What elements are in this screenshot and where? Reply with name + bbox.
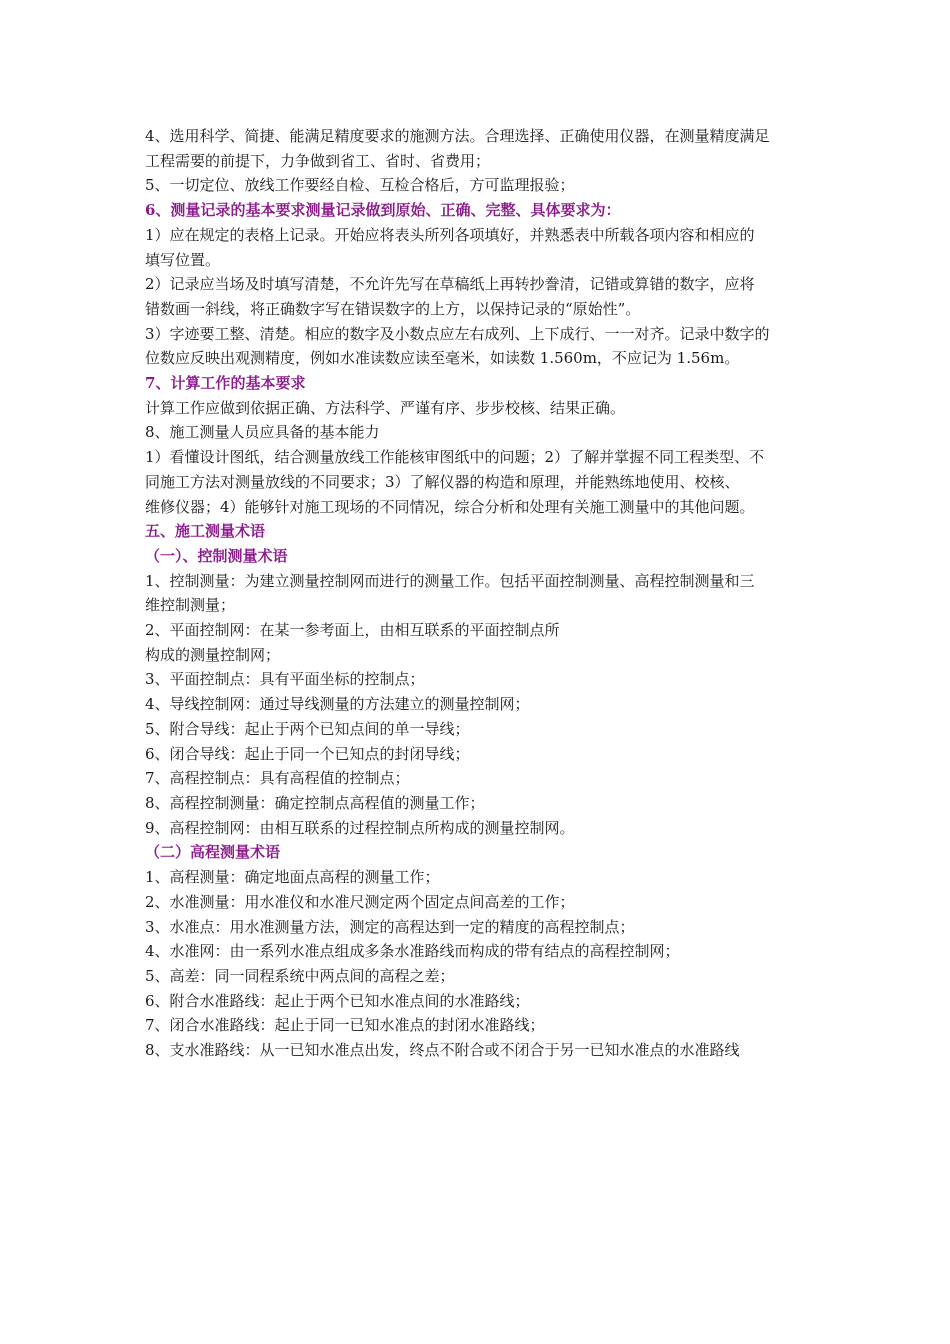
paragraph-line: 2、平面控制网：在某一参考面上，由相互联系的平面控制点所 [145,621,560,640]
paragraph-line: 7、闭合水准路线：起止于同一已知水准点的封闭水准路线； [145,1016,545,1035]
paragraph-line: 3）字迹要工整、清楚。相应的数字及小数点应左右成列、上下成行、一一对齐。记录中数字的 [145,324,770,343]
paragraph-line: 计算工作应做到依据正确、方法科学、严谨有序、步步校核、结果正确。 [145,398,626,417]
paragraph-line: 9、高程控制网：由相互联系的过程控制点所构成的测量控制网。 [145,818,575,837]
paragraph-line: 2、水准测量：用水准仪和水准尺测定两个固定点间高差的工作； [145,892,575,911]
section-heading: （一）、控制测量术语 [145,546,288,565]
paragraph-line: 位数应反映出观测精度，例如水准读数应读至毫米，如读数 1.560m，不应记为 1.56m。 [145,349,740,368]
paragraph-line: 7、高程控制点：具有高程值的控制点； [145,769,410,788]
paragraph-line: 4、水准网：由一系列水准点组成多条水准路线而构成的带有结点的高程控制网； [145,942,680,961]
paragraph-line: 同施工方法对测量放线的不同要求；3）了解仪器的构造和原理，并能熟练地使用、校核、 [145,472,740,491]
paragraph-line: 5、一切定位、放线工作要经自检、互检合格后，方可监理报验； [145,176,575,195]
paragraph-line: 8、施工测量人员应具备的基本能力 [145,423,380,442]
paragraph-line: 1、控制测量：为建立测量控制网而进行的测量工作。包括平面控制测量、高程控制测量和三 [145,571,755,590]
paragraph-line: 3、平面控制点：具有平面坐标的控制点； [145,670,425,689]
paragraph-line: 8、支水准路线：从一已知水准点出发，终点不附合或不闭合于另一已知水准点的水准路线 [145,1041,740,1060]
paragraph-line: 错数画一斜线，将正确数字写在错误数字的上方，以保持记录的“原始性”。 [145,299,641,318]
section-heading: （二）高程测量术语 [145,843,281,862]
paragraph-line: 3、水准点：用水准测量方法，测定的高程达到一定的精度的高程控制点； [145,917,635,936]
paragraph-line: 2）记录应当场及时填写清楚，不允许先写在草稿纸上再转抄誊清，记错或算错的数字，应将 [145,275,755,294]
section-heading: 6、测量记录的基本要求测量记录做到原始、正确、完整、具体要求为： [145,201,621,220]
section-heading: 7、计算工作的基本要求 [145,374,306,393]
paragraph-line: 维控制测量； [145,596,236,615]
paragraph-line: 1）看懂设计图纸，结合测量放线工作能核审图纸中的问题；2）了解并掌握不同工程类型、不 [145,448,765,467]
paragraph-line: 维修仪器；4）能够针对施工现场的不同情况，综合分析和处理有关施工测量中的其他问题。 [145,497,755,516]
paragraph-line: 1、高程测量：确定地面点高程的测量工作； [145,868,440,887]
document-body [145,124,810,1063]
paragraph-line: 1）应在规定的表格上记录。开始应将表头所列各项填好，并熟悉表中所载各项内容和相应的 [145,225,755,244]
paragraph-line: 5、高差：同一同程系统中两点间的高程之差； [145,966,455,985]
paragraph-line: 4、选用科学、简捷、能满足精度要求的施测方法。合理选择、正确使用仪器，在测量精度满足 [145,127,770,145]
paragraph-line: 6、附合水准路线：起止于两个已知水准点间的水准路线； [145,991,530,1010]
paragraph-line: 6、闭合导线：起止于同一个已知点的封闭导线； [145,744,470,763]
section-heading: 五、施工测量术语 [145,522,266,541]
paragraph-line: 填写位置。 [145,250,221,269]
paragraph-line: 构成的测量控制网； [145,645,281,664]
paragraph-line: 4、导线控制网：通过导线测量的方法建立的测量控制网； [145,695,530,714]
paragraph-line: 8、高程控制测量：确定控制点高程值的测量工作； [145,793,485,812]
paragraph-line: 工程需要的前提下，力争做到省工、省时、省费用； [145,151,491,170]
paragraph-line: 5、附合导线：起止于两个已知点间的单一导线； [145,719,470,738]
